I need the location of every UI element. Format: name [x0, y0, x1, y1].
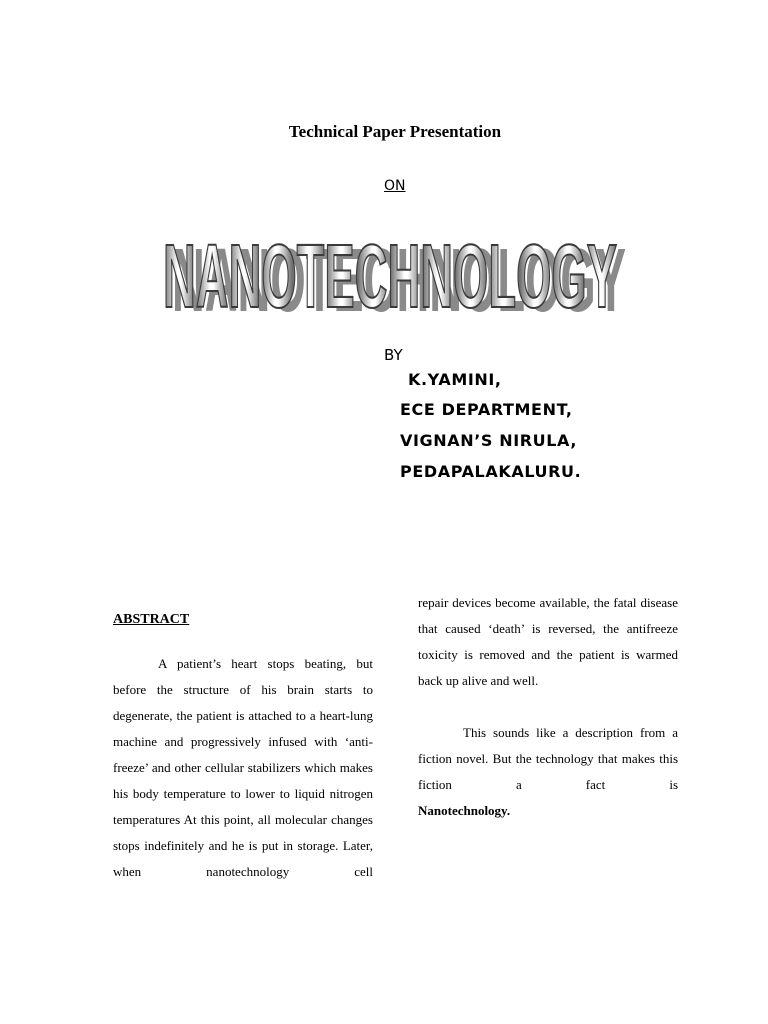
by-label: BY — [384, 346, 403, 364]
author-place: PEDAPALAKALURU. — [400, 462, 582, 481]
wordart-shadow: NANOTECHNOLOGY — [172, 229, 627, 314]
abstract-paragraph-2-text: This sounds like a description from a fiction novel. But the technology that makes this fiction a fact is — [418, 725, 678, 792]
abstract-column-left — [113, 651, 373, 885]
abstract-column-right-top — [418, 590, 678, 694]
abstract-heading: ABSTRACT — [113, 612, 190, 627]
abstract-paragraph-1-continued: repair devices become available, the fatal disease that caused ‘death’ is reversed, the antifreeze toxicity is removed and the patient is warmed back up alive and well. — [418, 595, 678, 688]
page-title: Technical Paper Presentation — [288, 122, 502, 141]
author-name: K.YAMINI, — [408, 370, 502, 389]
wordart-title — [150, 222, 630, 314]
on-label: ON — [384, 178, 406, 194]
abstract-paragraph-2 — [418, 720, 678, 798]
author-college: VIGNAN’S NIRULA, — [400, 431, 578, 450]
wordart-text: NANOTECHNOLOGY — [163, 225, 618, 314]
abstract-column-right-bottom — [418, 720, 678, 824]
nanotechnology-bold-word: Nanotechnology. — [418, 803, 511, 818]
author-department: ECE DEPARTMENT, — [400, 400, 573, 419]
abstract-paragraph-2-end — [418, 798, 678, 824]
abstract-paragraph-1: A patient’s heart stops beating, but before the structure of his brain starts to degenerate, the patient is attached to a heart-lung machine and progressively infused with ‘anti-freeze’ and other cellular stabilizers which makes his body temperature to lower to liquid nitrogen temperatures At this point, all molecular changes stops indefinitely and he is put in storage. Later, when nanotechnology cell — [113, 656, 373, 879]
